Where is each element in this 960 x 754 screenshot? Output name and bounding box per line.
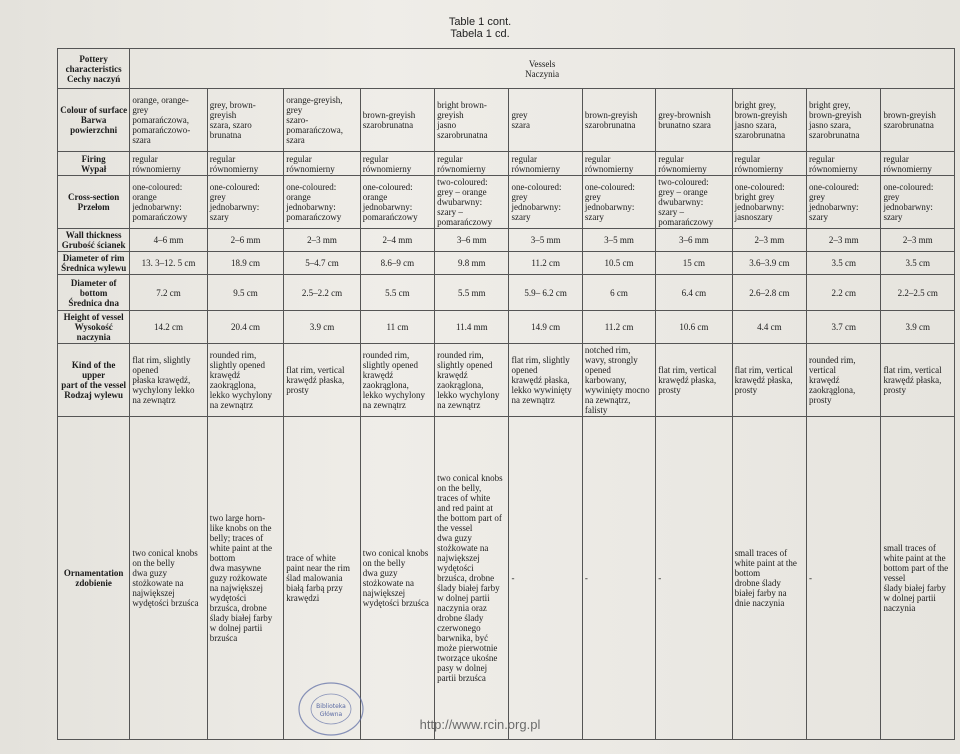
table-cell: 2.5–2.2 cm	[284, 275, 360, 311]
table-cell: regular równomierny	[582, 152, 655, 176]
table-cell: two conical knobs on the belly dwa guzy stożkowate na największej wydętości brzuśca	[130, 417, 207, 740]
table-cell: 9.8 mm	[435, 252, 509, 275]
table-cell: 3.7 cm	[807, 311, 881, 344]
row-header: Diameter of bottom Średnica dna	[58, 275, 130, 311]
table-cell: 11 cm	[360, 311, 434, 344]
table-cell: 10.6 cm	[656, 311, 732, 344]
table-cell: 3.5 cm	[807, 252, 881, 275]
table-cell: rounded rim, slightly opened krawędź zaokrąglona, lekko wychylony na zewnątrz	[435, 344, 509, 417]
table-cell: -	[656, 417, 732, 740]
table-cell: 2–3 mm	[807, 229, 881, 252]
table-cell: 13. 3–12. 5 cm	[130, 252, 207, 275]
table-cell: regular równomierny	[732, 152, 806, 176]
table-cell: flat rim, vertical krawędź płaska, prosty	[881, 344, 955, 417]
table-cell: notched rim, wavy, strongly opened karbowany, wywinięty mocno na zewnątrz, falisty	[582, 344, 655, 417]
table-cell: flat rim, vertical krawędź płaska, prosty	[284, 344, 360, 417]
table-cell: 14.9 cm	[509, 311, 582, 344]
table-row	[58, 152, 955, 176]
table-cell: regular równomierny	[130, 152, 207, 176]
table-cell: one-coloured: grey jednobarwny: szary	[509, 176, 582, 229]
table-cell: one-coloured: orange jednobarwny: pomarańczowy	[130, 176, 207, 229]
table-cell: one-coloured: grey jednobarwny: szary	[207, 176, 283, 229]
table-cell: 3.9 cm	[284, 311, 360, 344]
table-cell: brown-greyish szarobrunatna	[881, 89, 955, 152]
table-cell: grey szara	[509, 89, 582, 152]
table-cell: brown-greyish szarobrunatna	[360, 89, 434, 152]
table-cell: brown-greyish szarobrunatna	[582, 89, 655, 152]
table-cell: 11.2 cm	[582, 311, 655, 344]
table-cell: bright brown- greyish jasno szarobrunatna	[435, 89, 509, 152]
table-cell: 11.4 mm	[435, 311, 509, 344]
table-cell: 10.5 cm	[582, 252, 655, 275]
row-header: Kind of the upper part of the vessel Rodzaj wylewu	[58, 344, 130, 417]
footer-url: http://www.rcin.org.pl	[419, 717, 541, 732]
table-cell: regular równomierny	[284, 152, 360, 176]
table-cell: trace of white paint near the rim ślad malowania białą farbą przy krawędzi	[284, 417, 360, 740]
table-cell: 5–4.7 cm	[284, 252, 360, 275]
vessels-header: Vessels Naczynia	[130, 49, 955, 89]
table-cell: rounded rim, vertical krawędź zaokrąglona, prosty	[807, 344, 881, 417]
stamp-text-mid: Biblioteka	[316, 703, 346, 710]
table-cell: small traces of white paint at the bottom drobne ślady białej farby na dnie naczynia	[732, 417, 806, 740]
table-cell: 6.4 cm	[656, 275, 732, 311]
table-cell: 8.6–9 cm	[360, 252, 434, 275]
table-cell: 9.5 cm	[207, 275, 283, 311]
table-cell: 2–3 mm	[284, 229, 360, 252]
table-row	[58, 252, 955, 275]
table-row	[58, 417, 955, 740]
row-header: Wall thickness Grubość ścianek	[58, 229, 130, 252]
table-cell: 15 cm	[656, 252, 732, 275]
table-cell: 5.5 mm	[435, 275, 509, 311]
table-cell: 3–5 mm	[509, 229, 582, 252]
table-cell: 2–4 mm	[360, 229, 434, 252]
table-cell: 5.9– 6.2 cm	[509, 275, 582, 311]
table-cell: flat rim, slightly opened płaska krawędź, wychylony lekko na zewnątrz	[130, 344, 207, 417]
table-cell: 4.4 cm	[732, 311, 806, 344]
table-cell: 3.9 cm	[881, 311, 955, 344]
pottery-table	[57, 48, 955, 740]
table-cell: bright grey, brown-greyish jasno szara, szarobrunatna	[807, 89, 881, 152]
table-cell: 5.5 cm	[360, 275, 434, 311]
table-cell: -	[807, 417, 881, 740]
table-cell: 11.2 cm	[509, 252, 582, 275]
row-header: Colour of surface Barwa powierzchni	[58, 89, 130, 152]
table-cell: rounded rim, slightly opened krawędź zaokrąglona, lekko wychylony na zewnątrz	[207, 344, 283, 417]
table-cell: 7.2 cm	[130, 275, 207, 311]
table-cell: flat rim, slightly opened krawędź płaska, lekko wywinięty na zewnątrz	[509, 344, 582, 417]
table-cell: 6 cm	[582, 275, 655, 311]
table-row	[58, 311, 955, 344]
row-header: Height of vessel Wysokość naczynia	[58, 311, 130, 344]
table-cell: bright grey, brown-greyish jasno szara, szarobrunatna	[732, 89, 806, 152]
table-cell: regular równomierny	[656, 152, 732, 176]
table-cell: small traces of white paint at the bottom part of the vessel ślady białej farby w dolnej partii naczynia	[881, 417, 955, 740]
table-cell: 2.2 cm	[807, 275, 881, 311]
table-cell: 2–3 mm	[881, 229, 955, 252]
table-cell: 3–5 mm	[582, 229, 655, 252]
table-cell: regular równomierny	[881, 152, 955, 176]
table-cell: one-coloured: grey jednobarwny: szary	[807, 176, 881, 229]
table-cell: grey, brown- greyish szara, szaro brunatna	[207, 89, 283, 152]
table-cell: 2–3 mm	[732, 229, 806, 252]
table-cell: -	[582, 417, 655, 740]
table-cell: one-coloured: bright grey jednobarwny: jasnoszary	[732, 176, 806, 229]
table-row	[58, 176, 955, 229]
table-row	[58, 89, 955, 152]
table-cell: regular równomierny	[360, 152, 434, 176]
table-cell: one-coloured: orange jednobarwny: pomarańczowy	[360, 176, 434, 229]
table-cell: rounded rim, slightly opened krawędź zaokrąglona, lekko wychylony na zewnątrz	[360, 344, 434, 417]
row-header: Ornamentation zdobienie	[58, 417, 130, 740]
table-cell: regular równomierny	[807, 152, 881, 176]
table-cell: 2.6–2.8 cm	[732, 275, 806, 311]
table-cell: orange-greyish, grey szaro- pomarańczowa, szara	[284, 89, 360, 152]
table-cell: grey-brownish brunatno szara	[656, 89, 732, 152]
stamp-text-bottom: Główna	[319, 711, 343, 718]
row-header: Diameter of rim Średnica wylewu	[58, 252, 130, 275]
table-row	[58, 229, 955, 252]
table-cell: 20.4 cm	[207, 311, 283, 344]
table-cell: orange, orange- grey pomarańczowa, pomarańczowo- szara	[130, 89, 207, 152]
table-cell: 3–6 mm	[656, 229, 732, 252]
row-header: Firing Wypał	[58, 152, 130, 176]
table-cell: two conical knobs on the belly, traces of white and red paint at the bottom part of the vessel dwa guzy stożkowate na największej wydętości brzuśca, drobne ślady białej farby w dolnej partii naczynia oraz drobne ślady czerwonego barwnika, być może pierwotnie tworzące ukośne pasy w dolnej partii brzuśca	[435, 417, 509, 740]
table-cell: one-coloured: orange jednobarwny: pomarańczowy	[284, 176, 360, 229]
table-cell: -	[509, 417, 582, 740]
table-cell: 18.9 cm	[207, 252, 283, 275]
table-cell: one-coloured: grey jednobarwny: szary	[582, 176, 655, 229]
table-cell: 2–6 mm	[207, 229, 283, 252]
table-cell: flat rim, vertical krawędź płaska, prosty	[656, 344, 732, 417]
table-cell: two large horn- like knobs on the belly; traces of white paint at the bottom dwa masywne guzy rożkowate na największej wydętości brzuśca, drobne ślady białej farby w dolnej partii brzuśca	[207, 417, 283, 740]
table-cell: 14.2 cm	[130, 311, 207, 344]
table-cell: two conical knobs on the belly dwa guzy stożkowate na największej wydętości brzuśca	[360, 417, 434, 740]
table-cell: 4–6 mm	[130, 229, 207, 252]
row-header: Cross-section Przełom	[58, 176, 130, 229]
table-cell: regular równomierny	[435, 152, 509, 176]
table-cell: 3–6 mm	[435, 229, 509, 252]
table-cell: two-coloured: grey – orange dwubarwny: szary – pomarańczowy	[435, 176, 509, 229]
table-cell: 3.6–3.9 cm	[732, 252, 806, 275]
table-title-polish: Tabela 1 cd.	[450, 28, 510, 40]
table-cell: flat rim, vertical krawędź płaska, prosty	[732, 344, 806, 417]
table-row	[58, 275, 955, 311]
table-cell: 3.5 cm	[881, 252, 955, 275]
corner-header: Pottery characteristics Cechy naczyń	[58, 49, 130, 89]
header-row	[58, 49, 955, 89]
table-cell: two-coloured: grey – orange dwubarwny: szary – pomarańczowy	[656, 176, 732, 229]
table-cell: regular równomierny	[207, 152, 283, 176]
table-cell: 2.2–2.5 cm	[881, 275, 955, 311]
table-cell: one-coloured: grey jednobarwny: szary	[881, 176, 955, 229]
table-row	[58, 344, 955, 417]
table-title: Table 1 cont.	[448, 16, 512, 28]
table-cell: regular równomierny	[509, 152, 582, 176]
